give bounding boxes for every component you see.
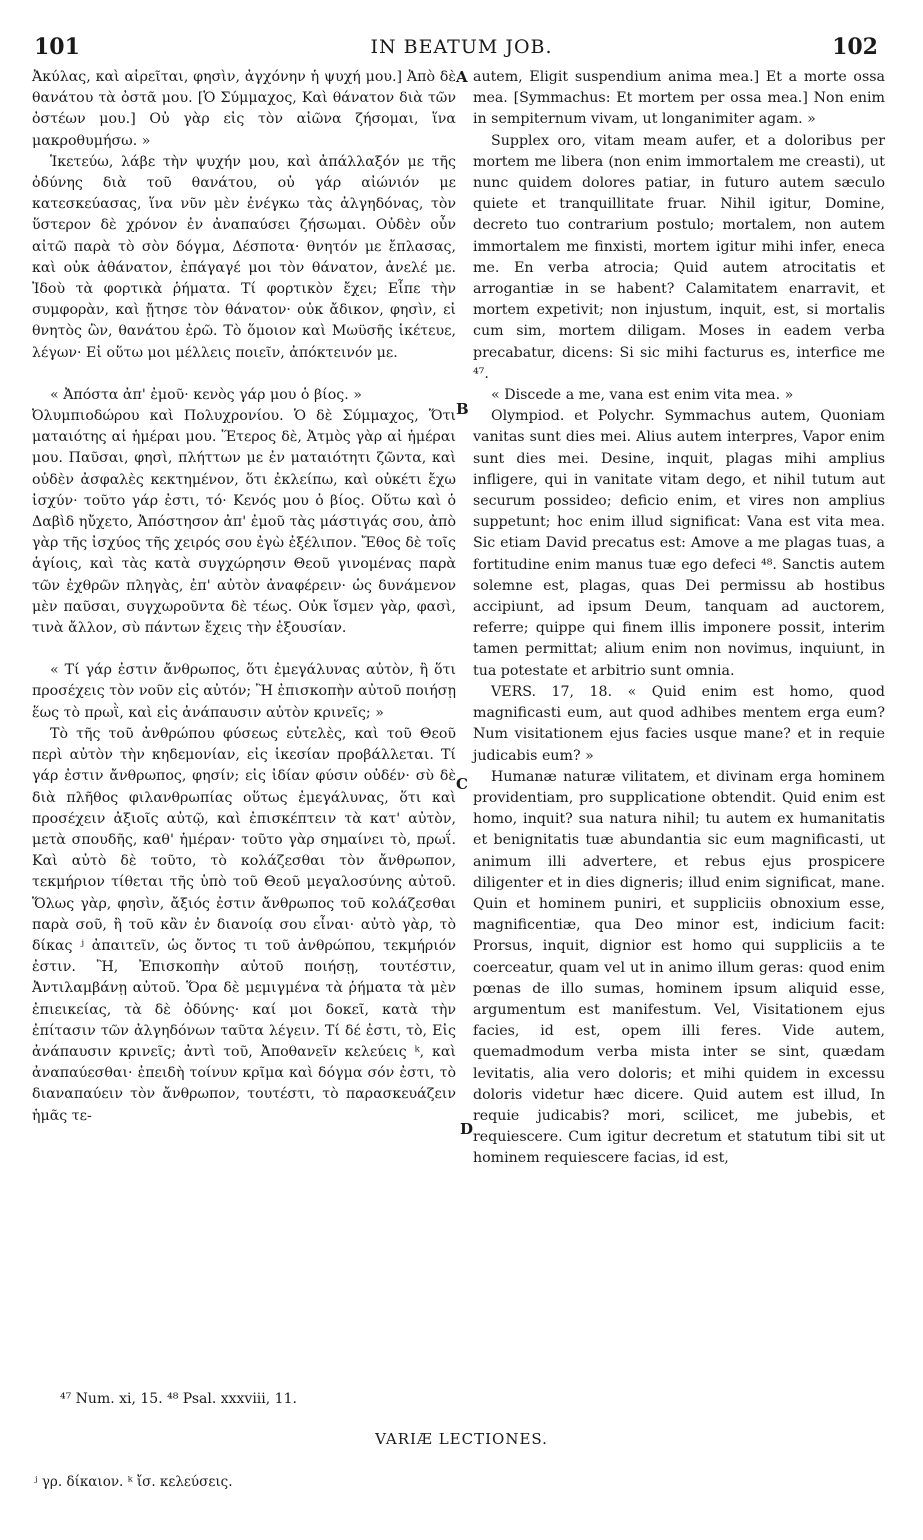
footnotes: ⁴⁷ Num. xi, 15. ⁴⁸ Psal. xxxviii, 11. xyxy=(60,1391,297,1407)
latin-paragraph: autem, Eligit suspendium anima mea.] Et a morte ossa mea. [Symmachus: Et mortem per ossa mea.] Non enim in sempiternum vivam, ut longanimiter agam. » xyxy=(473,69,885,128)
latin-paragraph: Olympiod. et Polychr. Symmachus autem, Quoniam vanitas sunt dies mei. Alius autem interpres, Vapor enim sunt dies mei. Desine, inquit, plagas mihi amplius infligere, qui in vanitate vitam dego, et nihil tutum aut securum possideo; deficio enim, et vires non amplius suppetunt; hoc enim illud significat: Vana est vita mea. Sic etiam David precatus est: Amove a me plagas tuas, a fortitudine enim manus tuæ ego defeci ⁴⁸. Sanctis autem solemne est, plagas, quas Dei permissu ab hostibus accipiunt, ad ipsum Deum, tanquam ad auctorem, referre; quippe qui finem illis imponere possit, interim tamen permittat; alium enim non novimus, inquiunt, in tua potestate et arbitrio sunt omnia. xyxy=(473,408,885,679)
section-marker-c: C xyxy=(456,775,468,793)
section-marker-a: A xyxy=(456,68,468,86)
running-title: IN BEATUM JOB. xyxy=(370,36,553,58)
latin-verse: VERS. 17, 18. « Quid enim est homo, quod magnificasti eum, aut quod adhibes mentem erga eum? Num visitationem ejus facies usque mane? et in requie judicabis eum? » xyxy=(473,683,885,764)
greek-paragraph: Ἀκύλας, καὶ αἱρεῖται, φησὶν, ἀγχόνην ἡ ψυχή μου.] Ἀπὸ δὲ θανάτου τὰ ὀστᾶ μου. [Ὁ Σύμμαχος, Καὶ θάνατον διὰ τῶν ὀστέων μου.] Οὐ γὰρ εἰς τὸν αἰῶνα ζήσομαι, ἵνα μακροθυμήσω. » xyxy=(32,69,456,149)
greek-paragraph: Ὀλυμπιοδώρου καὶ Πολυχρονίου. Ὁ δὲ Σύμμαχος, Ὅτι ματαιότης αἱ ἡμέραι μου. Ἕτερος δὲ, Ἀτμὸς γὰρ αἱ ἡμέραι μου. Παῦσαι, φησὶ, πλήττων με ἐν ματαιότητι ζῶντα, καὶ οὐδὲν ἀσφαλὲς κεκτημένον, ὅτι ἐκλείπω, καὶ οὐκέτι ἔχω ἰσχύν· τοῦτο γάρ ἐστι, τό· Κενός μου ὁ βίος. Οὕτω καὶ ὁ Δαβὶδ ηὔχετο, Ἀπόστησον ἀπ' ἐμοῦ τὰς μάστιγάς σου, ἀπὸ γὰρ τῆς ἰσχύος τῆς χειρός σου ἐγὼ ἐξέλιπον. Ἔθος δὲ τοῖς ἁγίοις, καὶ τὰς κατὰ συγχώρησιν Θεοῦ γινομένας παρὰ τῶν ἐχθρῶν πληγὰς, ἐπ' αὐτὸν ἀναφέρειν· ὡς δυνάμενον μὲν παῦσαι, συγχωροῦντα δὲ τέως. Οὐκ ἴσμεν γὰρ, φασὶ, τινὰ ἄλλον, σὺ πάντων ἔχεις τὴν ἐξουσίαν. xyxy=(32,408,456,637)
latin-verse: « Discede a me, vana est enim vita mea. » xyxy=(491,387,794,404)
right-page-number: 102 xyxy=(832,34,878,60)
page-header xyxy=(0,30,923,64)
greek-verse: « Ἀπόστα ἀπ' ἐμοῦ· κενὸς γάρ μου ὁ βίος. » xyxy=(50,386,362,403)
section-marker-b: B xyxy=(456,400,469,418)
greek-paragraph: Τὸ τῆς τοῦ ἀνθρώπου φύσεως εὐτελὲς, καὶ τοῦ Θεοῦ περὶ αὐτὸν τὴν κηδεμονίαν, εἰς ἱκεσίαν προβάλλεται. Τί γάρ ἐστιν ἄνθρωπος, φησίν; εἰς ἰδίαν φύσιν οὐδέν· σὺ δὲ διὰ πλῆθος φιλανθρωπίας οὕτως ἐμεγάλυνας, ὅτι καὶ προσέχειν ἀξιοῖς αὐτῷ, καὶ ἐπισκέπτειν τὰ κατ' αὐτὸν, μετὰ σπουδῆς, καθ' ἡμέραν· τοῦτο γὰρ σημαίνει τὸ, πρωΐ. Καὶ αὐτὸ δὲ τοῦτο, τὸ κολάζεσθαι τὸν ἄνθρωπον, τεκμήριον τίθεται τῆς ὑπὸ τοῦ Θεοῦ μεγαλοσύνης αὐτοῦ. Ὅλως γὰρ, φησὶν, ἄξιός ἐστιν ἄνθρωπος τοῦ κολάζεσθαι παρὰ σοῦ, ἢ τοῦ κἂν ἐν διανοίᾳ σου εἶναι· αὐτὸ γὰρ, τὸ δίκας ʲ ἀπαιτεῖν, ὡς ὄντος τι τοῦ ἀνθρώπου, τεκμήριόν ἐστιν. Ἢ, Ἐπισκοπὴν αὐτοῦ ποιήσῃ, τουτέστιν, Ἀντιλαμβάνῃ αὐτοῦ. Ὅρα δὲ μεμιγμένα τὰ ῥήματα τὰ μὲν ἐπιεικείας, τὰ δὲ ὀδύνης· καί μοι δοκεῖ, κατὰ τὴν ἐπίτασιν τῶν ἀλγηδόνων ταῦτα λέγειν. Τί δέ ἐστι, τὸ, Εἰς ἀνάπαυσιν κρινεῖς; ἀντὶ τοῦ, Ἀποθανεῖν κελεύεις ᵏ, καὶ ἀναπαύεσθαι· ἐπειδὴ τοίνυν κρῖμα καὶ δόγμα σόν ἐστι, τὸ διαναπαύειν τὸν ἄνθρωπον, τουτέστι, τὸ παρασκευάζειν ἡμᾶς τε- xyxy=(32,725,456,1124)
greek-paragraph: Ἱκετεύω, λάβε τὴν ψυχήν μου, καὶ ἀπάλλαξόν με τῆς ὀδύνης διὰ τοῦ θανάτου, οὐ γάρ αἰώνιόν με κατεσκεύασας, ἵνα νῦν μὲν ἐνέγκω τὰς ἀλγηδόνας, τὸν ὕστερον δὲ χρόνον ἐν ἀναπαύσει ζήσωμαι. Οὐδὲν οὖν αἰτῶ παρὰ τὸ σὸν δόγμα, Δέσποτα· θνητόν με ἔπλασας, καὶ οὐκ ἀθάνατον, ἐπάγαγέ μοι τὸν θάνατον, ἀνελέ με. Ἰδοὺ τὰ φορτικὰ ῥήματα. Τί φορτικὸν ἔχει; Εἶπε τὴν συμφορὰν, καὶ ᾔτησε τὸν θάνατον· οὐκ ἄδικον, φησὶν, εἰ θνητὸς ὢν, θανάτου ἐρῶ. Τὸ ὅμοιον καὶ Μωϋσῆς ἱκέτευε, λέγων· Εἰ οὕτω μοι μέλλεις ποιεῖν, ἀπόκτεινόν με. xyxy=(32,153,456,361)
variae-lectiones-title: VARIÆ LECTIONES. xyxy=(375,1430,548,1448)
greek-column xyxy=(32,67,456,1127)
variae-lectiones-note: ʲ γρ. δίκαιον. ᵏ ἴσ. κελεύσεις. xyxy=(34,1474,233,1490)
section-marker-d: D xyxy=(460,1120,474,1138)
left-page-number: 101 xyxy=(34,34,80,60)
latin-column xyxy=(473,67,885,1170)
latin-paragraph: Supplex oro, vitam meam aufer, et a doloribus per mortem me libera (non enim immortalem me creasti), ut nunc quidem dolores patiar, in futuro autem sæculo quiete et tranquillitate fruar. Nihil igitur, Domine, decreto tuo contrarium postulo; mortalem, non autem immortalem me finxisti, mortem igitur mihi infer, eneca me. En verba atrocia; Quid autem atrocitatis et arrogantiæ in se habent? Calamitatem enarravit, et mortem expetivit; non injustum, inquit, est, si mortalis cum sim, mortem diligam. Moses in eadem verba precabatur, dicens: Si sic mihi facturus es, interfice me ⁴⁷. xyxy=(473,132,885,382)
greek-verse: « Τί γάρ ἐστιν ἄνθρωπος, ὅτι ἐμεγάλυνας αὐτὸν, ἢ ὅτι προσέχεις τὸν νοῦν εἰς αὐτόν; Ἢ ἐπισκοπὴν αὐτοῦ ποιήσῃ ἕως τὸ πρωῒ, καὶ εἰς ἀνάπαυσιν αὐτὸν κρινεῖς; » xyxy=(32,662,456,721)
latin-paragraph: Humanæ naturæ vilitatem, et divinam erga hominem providentiam, pro supplicatione obtendit. Quid enim est homo, inquit? sua natura nihil; tu autem ex humanitatis et benignitatis tuæ abundantia sic eum magnificasti, ut animum illi advertere, et rebus ejus prospicere diligenter et in dies digneris; illud enim significat, mane. Quin et hominem puniri, et suppliciis obnoxium esse, magnificentiæ, qua Deo minor est, indicium facit: Prorsus, inquit, dignior est homo qui suppliciis a te coerceatur, quam vel ut in animo illum geras: quod enim pœnas de illo sumas, hominem ipsum aliquid esse, argumentum est manifestum. Vel, Visitationem ejus facies, id est, opem illi feres. Vide autem, quemadmodum verba mista inter se sint, quædam levitatis, alia vero doloris; et mihi quidem in excessu doloris videtur hæc dicere. Quid autem est illud, In requie judicabis? mori, scilicet, me jubebis, et requiescere. Cum igitur decretum et statutum tibi sit ut hominem requiescere facias, id est, xyxy=(473,768,885,1167)
